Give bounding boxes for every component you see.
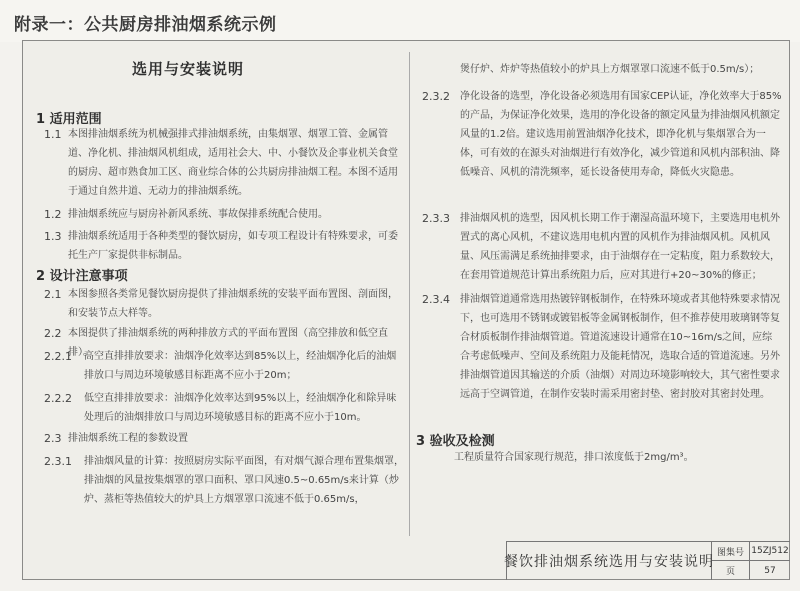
section-title: 验收及检测 (429, 434, 495, 449)
sheet-header (0, 0, 800, 42)
clause-text: 排油烟系统工程的参数设置 (68, 433, 188, 444)
clause-text: 排油烟系统适用于各种类型的餐饮厨房，如专项工程设计有特殊要求，可委托生产厂家提供非标制品。 (68, 231, 398, 261)
clause-text: 本图参照各类常见餐饮厨房提供了排油烟系统的安装平面布置图、剖面图，和安装节点大样等。 (68, 289, 398, 319)
clause-number: 2.1 (44, 288, 62, 301)
clause-number: 2.3 (44, 432, 62, 445)
section-number: 3 (416, 434, 426, 449)
clause-number: 2.3.4 (422, 293, 450, 306)
appendix-title: 附录一：公共厨房排油烟系统示例 (14, 15, 277, 35)
clause-text: 排油烟系统应与厨房补新风系统、事故保排系统配合使用。 (68, 209, 328, 220)
section-3-heading (416, 430, 495, 449)
clause-text: 排油烟风量的计算：按照厨房实际平面图，有对烟气源合理布置集烟罩，排油烟的风量按集烟罩的罩口面积、罩口风速0.5~0.65m/s来计算（炒炉、蒸柜等热值较大的炉具上方烟罩罩口流速不低于0.65m/s， (84, 456, 404, 505)
clause-number: 1.1 (44, 128, 62, 141)
section-title: 设计注意事项 (49, 269, 128, 284)
clause-number: 1.2 (44, 208, 62, 221)
title-block (506, 541, 790, 580)
section-2-heading (36, 265, 128, 284)
clause-text: 排油烟风机的选型，因风机长期工作于潮湿高温环境下，主要选用电机外置式的离心风机，不建议选用电机内置的风机作为排油烟风机。风机风量、风压需满足系统抽排要求，由于油烟存在一定粘度，阻力系数较大，在套用管道规范计算出系统阻力后，应对其进行+20~30%的修正； (460, 213, 780, 281)
clause-number: 2.2.2 (44, 392, 72, 405)
clause-number: 2.3.2 (422, 90, 450, 103)
clause-text: 本图提供了排油烟系统的两种排放方式的平面布置图（高空排放和低空直排）。 (68, 328, 388, 358)
clause-number: 2.2.1 (44, 350, 72, 363)
atlas-number-label: 图集号 (712, 542, 750, 561)
clause-continuation: 煲仔炉、炸炉等热值较小的炉具上方烟罩罩口流速不低于0.5m/s）； (460, 64, 760, 75)
clause-number: 2.3.3 (422, 212, 450, 225)
atlas-number-value: 15ZJ512 (750, 542, 790, 561)
clause-number: 2.2 (44, 327, 62, 340)
section-number: 1 (36, 112, 46, 127)
section-number: 2 (36, 269, 46, 284)
column-divider (409, 52, 410, 536)
drawing-name: 餐饮排油烟系统选用与安装说明 (507, 542, 712, 580)
document-heading: 选用与安装说明 (132, 60, 245, 78)
page-label: 页 (712, 561, 750, 580)
clause-number: 1.3 (44, 230, 62, 243)
section-title: 适用范围 (49, 112, 102, 127)
clause-text: 低空直排排放要求：油烟净化效率达到95%以上，经油烟净化和除异味处理后的油烟排放口与周边环境敏感目标的距离不应小于10m。 (84, 393, 397, 423)
clause-text: 排油烟管道通常选用热镀锌钢板制作，在特殊环境或者其他特殊要求情况下，也可选用不锈钢或镀铝板等金属钢板制作，但不推荐使用玻璃钢等复合材质板制作排油烟管道。管道流速设计通常在10~16m/s之间，应综合考虑低噪声、空间及系统阻力及能耗情况，选取合适的管道流速。另外排油烟管道因其输送的介质（油烟）对周边环境影响较大，其气密性要求远高于空调管道，在制作安装时需采用密封垫、密封胶对其密封处理。 (460, 294, 780, 400)
clause-text: 高空直排排放要求：油烟净化效率达到85%以上，经油烟净化后的油烟排放口与周边环境敏感目标距离不应小于20m； (84, 351, 397, 381)
clause-text: 本图排油烟系统为机械强排式排油烟系统，由集烟罩、烟罩工管、金属管道、净化机、排油烟风机组成，适用社会大、中、小餐饮及企事业机关食堂的厨房、超市熟食加工区、商业综合体的公共厨房排油烟工程。本图不适用于通过自然井道、无动力的排油烟系统。 (68, 129, 398, 197)
clause-text: 工程质量符合国家现行规范，排口浓度低于2mg/m³。 (454, 452, 694, 463)
page-number: 57 (764, 565, 776, 576)
clause-number: 2.3.1 (44, 455, 72, 468)
clause-text: 净化设备的选型，净化设备必须选用有国家CEP认证，净化效率大于85%的产品，为保证净化效果，选用的净化设备的额定风量为排油烟风机额定风量的1.2倍。建议选用前置油烟净化技术，即净化机与集烟罩合为一体，可有效的在源头对油烟进行有效净化，减少管道和风机内部积油、降低噪音、风机的清洗频率，延长设备使用寿命，降低火灾隐患。 (460, 91, 782, 178)
